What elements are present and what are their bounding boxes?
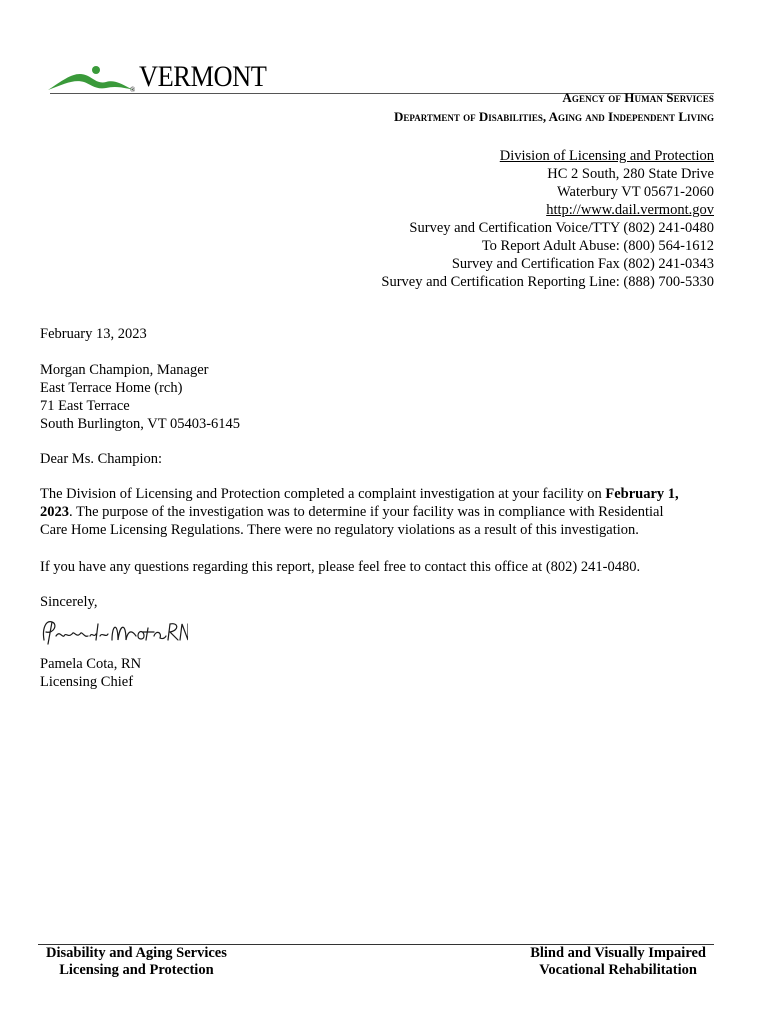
footer-left-line: Licensing and Protection (59, 962, 214, 978)
brand-wordmark: VERMONT (139, 60, 267, 93)
signer-name: Pamela Cota, RN (40, 656, 142, 672)
recipient-line: Morgan Champion, Manager (40, 362, 209, 378)
paragraph-text: Care Home Licensing Regulations. There were no regulatory violations as a result of this investigation. (40, 522, 639, 538)
salutation: Dear Ms. Champion: (40, 451, 163, 467)
reporting-line: Survey and Certification Reporting Line: (888) 700-5330 (381, 274, 714, 290)
recipient-line: East Terrace Home (rch) (40, 380, 183, 396)
paragraph-contact: If you have any questions regarding this report, please feel free to contact this office at (802) 241-0480. (40, 559, 641, 575)
footer-right-line: Blind and Visually Impaired (530, 945, 706, 961)
website-link[interactable]: http://www.dail.vermont.gov (546, 202, 714, 218)
investigation-year: 2023 (40, 504, 69, 520)
address-block (381, 147, 714, 291)
registered-mark-icon: ® (130, 86, 136, 94)
handwritten-signature (38, 614, 188, 650)
signer-block (40, 655, 720, 691)
paragraph-text: . The purpose of the investigation was to determine if your facility was in compliance with Residential (69, 504, 664, 520)
closing: Sincerely, (40, 594, 98, 610)
paragraph-text: The Division of Licensing and Protection completed a complaint investigation at your facility on (40, 486, 606, 502)
address-street: HC 2 South, 280 State Drive (547, 166, 714, 182)
paragraph-findings (40, 485, 720, 539)
abuse-phone: To Report Adult Abuse: (800) 564-1612 (481, 238, 714, 254)
agency-name: Agency of Human Services (562, 90, 714, 105)
division-link[interactable]: Division of Licensing and Protection (499, 148, 714, 164)
footer-right-line: Vocational Rehabilitation (539, 962, 697, 978)
address-city: Waterbury VT 05671-2060 (557, 184, 714, 200)
recipient-line: South Burlington, VT 05403-6145 (40, 416, 241, 432)
department-name: Department of Disabilities, Aging and Independent Living (394, 109, 714, 124)
footer-left-line: Disability and Aging Services (46, 945, 227, 961)
recipient-address (40, 361, 720, 433)
signer-title: Licensing Chief (40, 674, 134, 690)
footer-left (46, 945, 227, 979)
letter-date: February 13, 2023 (40, 326, 147, 342)
voice-phone: Survey and Certification Voice/TTY (802) 241-0480 (409, 220, 714, 236)
recipient-line: 71 East Terrace (40, 398, 130, 414)
footer-right (530, 945, 706, 979)
investigation-date: February 1, (605, 486, 679, 502)
fax-number: Survey and Certification Fax (802) 241-0343 (451, 256, 714, 272)
